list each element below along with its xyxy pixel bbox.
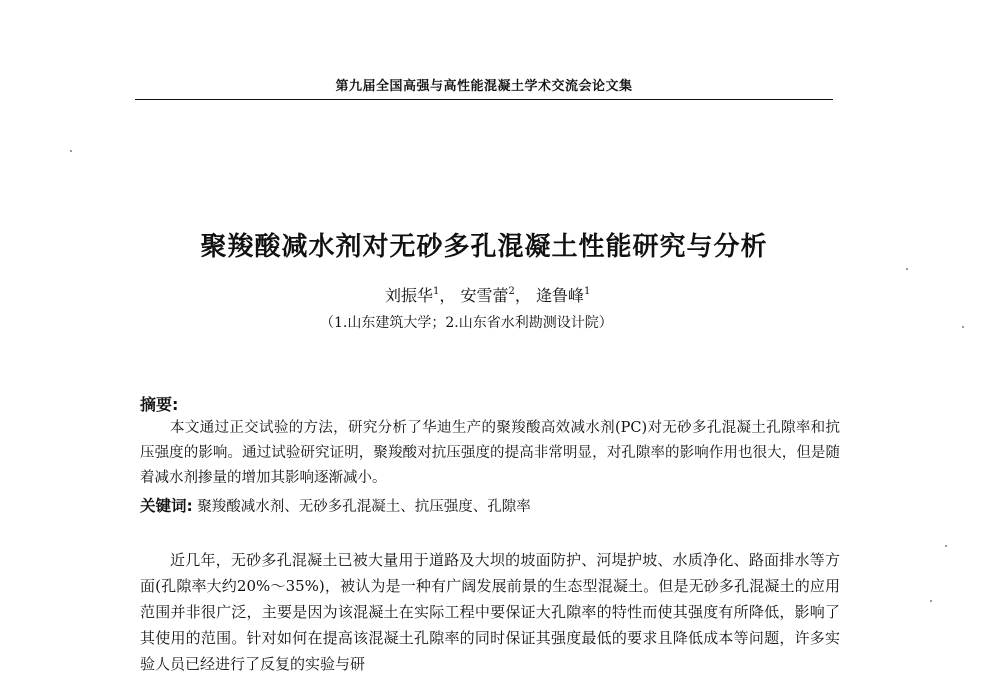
keywords-line [140, 494, 531, 516]
header-rule [135, 99, 833, 100]
affiliations: （1.山东建筑大学；2.山东省水利勘测设计院） [320, 315, 613, 331]
keywords-text: 聚羧酸减水剂、无砂多孔混凝土、抗压强度、孔隙率 [197, 499, 531, 515]
keywords-label: 关键词: [140, 497, 193, 515]
abstract-text: 本文通过正交试验的方法，研究分析了华迪生产的聚羧酸高效减水剂(PC)对无砂多孔混凝土孔隙率和抗压强度的影响。通过试验研究证明，聚羧酸对抗压强度的提高非常明显，对孔隙率的影响作用也很大，但是随着减水剂掺量的增加其影响逐渐减小。 [140, 420, 840, 486]
author-affiliation-mark: 2 [508, 286, 515, 297]
author-separator: ， [514, 286, 531, 305]
author-list [385, 283, 590, 306]
scan-speck [70, 150, 72, 152]
author-affiliation-mark: 1 [433, 286, 440, 297]
running-header: 第九届全国高强与高性能混凝土学术交流会论文集 [335, 79, 633, 94]
author-separator: ， [439, 286, 456, 305]
scan-speck [930, 600, 932, 602]
author-name: 逄鲁峰 [536, 286, 585, 305]
author-affiliation-mark: 1 [584, 286, 591, 297]
scan-speck [906, 268, 908, 270]
body-paragraph: 近几年，无砂多孔混凝土已被大量用于道路及大坝的坡面防护、河堤护坡、水质净化、路面排水等方面(孔隙率大约20%～35%)，被认为是一种有广阔发展前景的生态型混凝土。但是无砂多孔混凝土的应用范围并非很广泛，主要是因为该混凝土在实际工程中要保证大孔隙率的特性而使其强度有所降低，影响了其使用的范围。针对如何在提高该混凝土孔隙率的同时保证其强度最低的要求且降低成本等问题，许多实验人员已经进行了反复的实验与研 [140, 551, 840, 673]
paper-title: 聚羧酸减水剂对无砂多孔混凝土性能研究与分析 [200, 232, 768, 262]
author-name: 安雪蕾 [460, 286, 509, 305]
scan-speck [962, 326, 964, 328]
author-name: 刘振华 [385, 286, 434, 305]
scan-speck [945, 545, 947, 547]
abstract-heading: 摘要: [140, 395, 179, 414]
